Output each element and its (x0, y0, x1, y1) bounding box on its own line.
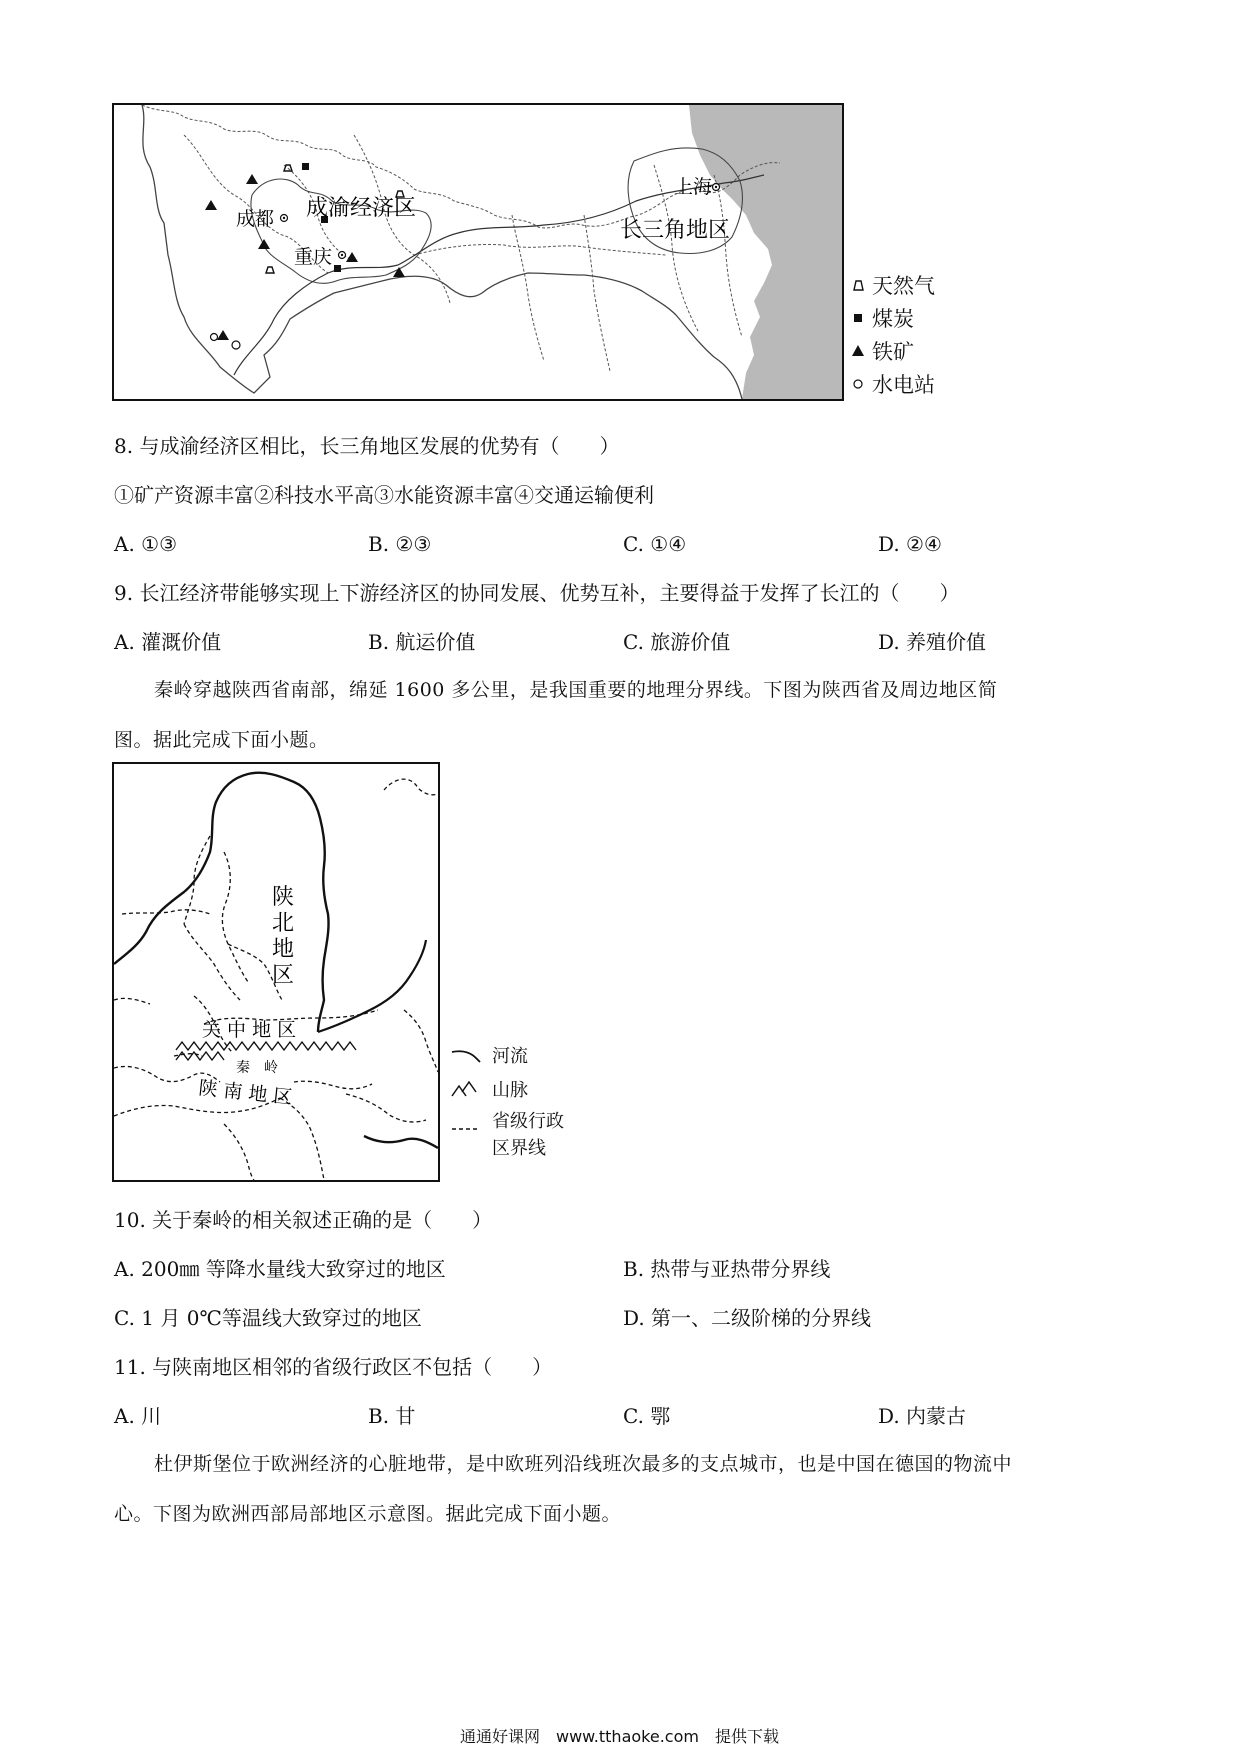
map-chengyu-yrd (112, 103, 844, 401)
q10-option-d[interactable]: D. 第一、二级阶梯的分界线 (623, 1306, 872, 1330)
q8-option-c[interactable]: C. ①④ (623, 532, 687, 556)
shaanbei-label-3: 地 (272, 937, 295, 962)
passage-qinling-line2: 图。据此完成下面小题。 (114, 729, 329, 751)
question-9-stem: 9. 长江经济带能够实现上下游经济区的协同发展、优势互补，主要得益于发挥了长江的（ ） (114, 581, 960, 605)
province-boundary (404, 1010, 438, 1072)
question-10-stem: 10. 关于秦岭的相关叙述正确的是（ ） (114, 1208, 493, 1232)
province-boundary (280, 1098, 324, 1180)
q9-option-a[interactable]: A. 灌溉价值 (114, 630, 222, 654)
qinling-mountains (176, 1052, 224, 1060)
province-boundary (346, 1094, 426, 1122)
map-shaanxi (112, 762, 440, 1182)
province-boundary (184, 924, 240, 1000)
shaanbei-label-2: 北 (272, 911, 295, 936)
province-boundary (184, 836, 210, 924)
iron-icon (848, 340, 870, 362)
map1-svg (114, 105, 842, 399)
hydro-icon (848, 373, 870, 395)
yrd-label: 长三角地区 (620, 218, 731, 243)
q11-option-d[interactable]: D. 内蒙古 (878, 1404, 967, 1428)
legend-river: 河流 (450, 1038, 590, 1072)
province-border (414, 244, 666, 255)
boundary-icon (450, 1109, 486, 1131)
question-8-items: ①矿产资源丰富②科技水平高③水能资源丰富④交通运输便利 (114, 483, 654, 507)
han-river (364, 1136, 438, 1148)
q11-option-b[interactable]: B. 甘 (368, 1404, 416, 1428)
map2-legend (450, 1038, 590, 1160)
river-east (318, 940, 426, 1032)
iron-icon (346, 252, 358, 262)
shaanbei-label-1: 陕 (272, 885, 295, 910)
iron-icon (205, 200, 217, 210)
shanghai-label: 上海 (674, 176, 713, 198)
coal-icon (334, 265, 341, 272)
chengyu-zone-outline (251, 179, 431, 283)
province-boundary (224, 1124, 254, 1180)
hydro-icon (232, 341, 240, 349)
gas-icon (284, 165, 292, 171)
coal-icon (848, 307, 870, 329)
q9-option-c[interactable]: C. 旅游价值 (623, 630, 731, 654)
question-8-stem: 8. 与成渝经济区相比，长三角地区发展的优势有（ ） (114, 434, 620, 458)
chongqing-label: 重庆 (294, 246, 333, 268)
province-boundary (174, 1054, 202, 1056)
q8-option-b[interactable]: B. ②③ (368, 532, 432, 556)
chengyu-zone-label: 成渝经济区 (306, 196, 417, 221)
province-boundary (114, 998, 150, 1004)
iron-icon (393, 267, 405, 277)
yellow-river (114, 773, 329, 1032)
q8-option-a[interactable]: A. ①③ (114, 532, 178, 556)
province-boundary (384, 779, 438, 795)
shaannan-label: 陕 南 地 区 (197, 1077, 294, 1109)
q9-option-d[interactable]: D. 养殖价值 (878, 630, 987, 654)
passage-duisburg-line1: 杜伊斯堡位于欧洲经济的心脏地带，是中欧班列沿线班次最多的支点城市，也是中国在德国的物流中 (154, 1453, 1013, 1475)
legend-mountain: 山脉 (450, 1072, 590, 1106)
qinling-mountains (176, 1042, 356, 1050)
passage-qinling-line1: 秦岭穿越陕西省南部，绵延 1600 多公里，是我国重要的地理分界线。下图为陕西省及周边地区简 (154, 679, 998, 701)
q10-option-b[interactable]: B. 热带与亚热带分界线 (623, 1257, 831, 1281)
map2-svg (114, 764, 438, 1180)
chengdu-label: 成都 (236, 208, 275, 230)
shaanbei-label-4: 区 (272, 963, 295, 988)
river-icon (450, 1044, 486, 1066)
q10-option-a[interactable]: A. 200㎜ 等降水量线大致穿过的地区 (114, 1257, 446, 1281)
belt-boundary (142, 105, 742, 399)
passage-duisburg-line2: 心。下图为欧洲西部局部地区示意图。据此完成下面小题。 (114, 1503, 622, 1525)
legend-iron: 铁矿 (848, 334, 988, 367)
province-boundary (122, 910, 210, 914)
q10-option-c[interactable]: C. 1 月 0℃等温线大致穿过的地区 (114, 1306, 422, 1330)
legend-gas: 天然气 (848, 268, 988, 301)
q9-option-b[interactable]: B. 航运价值 (368, 630, 476, 654)
province-border (512, 215, 544, 361)
footer-source: 通通好课网 www.tthaoke.com 提供下载 (460, 1727, 779, 1746)
map1-legend (848, 268, 988, 400)
question-11-stem: 11. 与陕南地区相邻的省级行政区不包括（ ） (114, 1355, 553, 1379)
legend-boundary: 省级行政 (450, 1106, 590, 1134)
province-border (584, 215, 610, 371)
iron-icon (246, 174, 258, 184)
hydro-icon (211, 334, 218, 341)
guanzhong-label: 关 中 地 区 (202, 1019, 297, 1041)
qinling-label: 秦 岭 (236, 1060, 278, 1076)
iron-icon (258, 239, 270, 249)
mountain-icon (450, 1078, 486, 1100)
q11-option-a[interactable]: A. 川 (114, 1404, 162, 1428)
legend-boundary-line2: 区界线 (492, 1138, 546, 1159)
legend-hydro: 水电站 (848, 367, 988, 400)
q11-option-c[interactable]: C. 鄂 (623, 1404, 671, 1428)
coal-icon (302, 163, 309, 170)
q8-option-d[interactable]: D. ②④ (878, 532, 942, 556)
iron-icon (217, 330, 229, 340)
gas-icon (266, 267, 274, 273)
gas-icon (848, 274, 870, 296)
province-boundary (294, 1081, 372, 1089)
legend-coal: 煤炭 (848, 301, 988, 334)
province-boundary (222, 852, 248, 982)
